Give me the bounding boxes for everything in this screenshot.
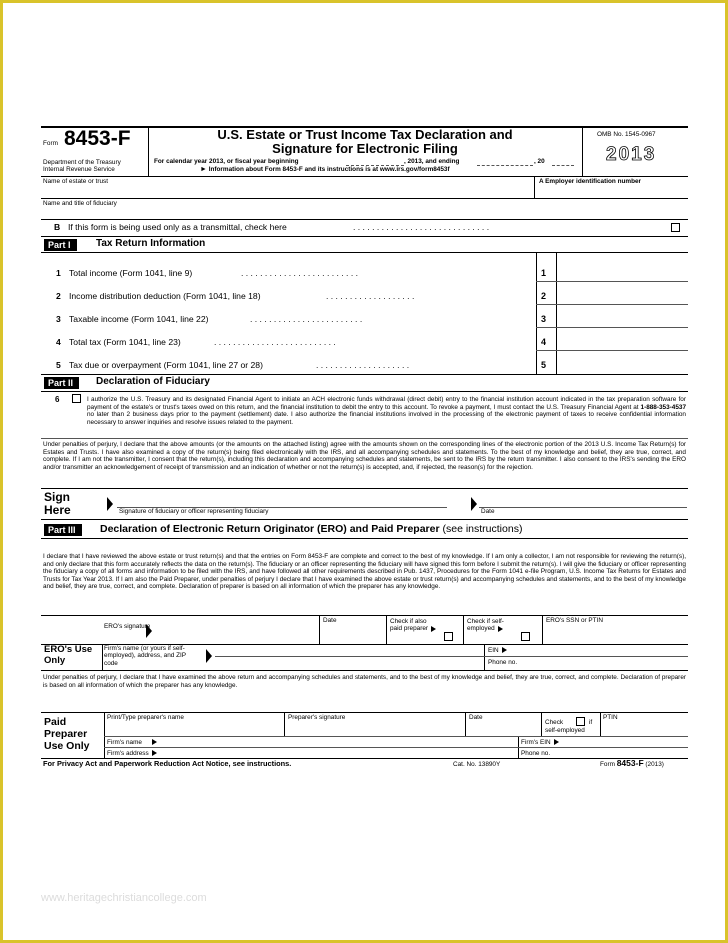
paid-label: Paid — [44, 716, 67, 728]
fiduciary-date-label: Date — [481, 508, 495, 515]
estate-name-label: Name of estate or trust — [43, 178, 108, 185]
phone-no-field[interactable] — [563, 749, 685, 757]
ero-date-field[interactable] — [323, 626, 383, 641]
prep-self-label: self-employed — [545, 727, 585, 734]
transmittal-checkbox[interactable] — [671, 223, 680, 232]
part1-line-amount-field[interactable] — [559, 331, 685, 349]
part1-line-box-num: 3 — [541, 314, 547, 324]
part1-line-text: Taxable income (Form 1041, line 22) — [69, 314, 209, 324]
here-label: Here — [44, 503, 71, 517]
prep-self-employed-checkbox[interactable] — [576, 717, 585, 726]
sign-arrow-icon — [107, 497, 113, 511]
part1-line-box-num: 1 — [541, 268, 547, 278]
part1-line-text: Tax due or overpayment (Form 1041, line 27 or 28) — [69, 360, 263, 370]
ero-declaration-text: I declare that I have reviewed the above estate or trust return(s) and that the entries on Form 8453-F are complete and correct to the best of my knowledge. If I am only a collector, I am not responsible for reviewing the return(s), and only declare that this form accurately reflects the data on the return(s). The fiduciary or an officer representing the fiduciary will have signed this form before I submit the return(s). I will give the fiduciary or officer representing the fiduciary a copy of all forms and information to be filed with the IRS, and have followed all other requirements described in Pub. 1437, Procedures for the Form 1041 e-file Program, U.S. Income Tax Returns for Estates and Trusts for Tax Year 2013. If I am also the Paid Preparer, under penalties of perjury I declare that I have examined the above estate or trust return(s) and accompanying schedules and statements, and to the best of my knowledge and belief, they are true, correct, and complete. Declaration of preparer is based on all information of which the preparer has any knowledge. — [43, 553, 686, 591]
fiduciary-signature-label: Signature of fiduciary or officer representing fiduciary — [119, 508, 269, 515]
ero-ssn-label: ERO's SSN or PTIN — [546, 617, 603, 624]
ero-phone-label: Phone no. — [488, 659, 518, 666]
part1-line-amount-field[interactable] — [559, 285, 685, 303]
ero-signature-label: ERO's signature — [104, 623, 151, 630]
part1-line-amount-field[interactable] — [559, 308, 685, 326]
part1-line-box-num: 5 — [541, 360, 547, 370]
part3-title: Declaration of Electronic Return Originator (ERO) and Paid Preparer (see instructions) — [100, 523, 523, 535]
part1-line-num: 3 — [56, 314, 61, 324]
calendar-line-a: For calendar year 2013, or fiscal year beginning — [154, 158, 299, 165]
fiduciary-name-field[interactable] — [43, 208, 683, 218]
part1-line-amount-field[interactable] — [559, 262, 685, 280]
part1-line-text: Income distribution deduction (Form 1041, line 18) — [69, 291, 261, 301]
part1-title: Tax Return Information — [96, 238, 206, 249]
ero-firm-label: Firm's name (or yours if self-employed), address, and ZIP code — [104, 645, 186, 667]
ero-signature-field[interactable] — [155, 617, 315, 642]
omb-number: OMB No. 1545-0967 — [597, 131, 656, 138]
part1-line-dots: . . . . . . . . . . . . . . . . . . . . . . . . . — [241, 268, 358, 278]
calendar-line-b: , 2013, and ending — [404, 158, 460, 165]
firms-ein-field[interactable] — [573, 738, 685, 747]
ero-only-label: Only — [44, 655, 66, 666]
watermark: www.heritagechristiancollege.com — [41, 892, 207, 904]
ero-ein-label: EIN — [488, 647, 507, 654]
ero-date-label: Date — [323, 617, 337, 624]
ptin-label: PTIN — [603, 714, 618, 721]
form-page — [3, 3, 725, 940]
part2-label: Part II — [44, 377, 79, 389]
form-number: 8453-F — [64, 127, 131, 150]
ero-use-label: ERO's Use — [44, 644, 93, 655]
line6-num: 6 — [55, 395, 60, 404]
calendar-line-c: , 20 — [534, 158, 545, 165]
part1-line-dots: . . . . . . . . . . . . . . . . . . . . . . . . . . — [214, 337, 336, 347]
form-word: Form — [43, 140, 58, 147]
part1-line-dots: . . . . . . . . . . . . . . . . . . . — [326, 291, 415, 301]
part2-title: Declaration of Fiduciary — [96, 376, 210, 387]
ero-paid-preparer-checkbox[interactable] — [444, 632, 453, 641]
fiduciary-date-field[interactable] — [480, 493, 686, 507]
ero-check-paid-label: Check if also paid preparer — [390, 618, 436, 633]
info-line: ► Information about Form 8453-F and its instructions is at www.irs.gov/form8453f — [200, 166, 450, 173]
phone-no-label: Phone no. — [521, 750, 551, 757]
ero-check-self-label: Check if self-employed — [467, 618, 504, 633]
dept-line2: Internal Revenue Service — [43, 166, 115, 173]
part1-line-box-num: 2 — [541, 291, 547, 301]
part1-line-dots: . . . . . . . . . . . . . . . . . . . . . . . . — [250, 314, 363, 324]
fiduciary-name-label: Name and title of fiduciary — [43, 200, 117, 207]
fiduciary-perjury-text: Under penalties of perjury, I declare that the above amounts (or the amounts on the attached listing) agree with the amounts shown on the corresponding lines of the electronic portion of the 2013 U.S. Income Tax Return(s) for Estates and Trusts. I have also examined a copy of the return(s) being filed electronically with the IRS, and all accompanying schedules and statements. To the best of my knowledge and belief, they are true, correct, and complete. If I am not the transmitter, I consent that the return(s), including this declaration and accompanying schedules and statements, be sent to the IRS by the return transmitter. I also consent to the IRS's sending the ERO and/or transmitter an acknowledgement of receipt of transmission and an indication of whether or not the return(s) is accepted, and, if rejected, the reason(s) for the rejection. — [43, 441, 686, 471]
firms-ein-label: Firm's EIN — [521, 739, 559, 746]
ero-ssn-field[interactable] — [546, 626, 684, 641]
part1-line-text: Total tax (Form 1041, line 23) — [69, 337, 181, 347]
prep-signature-field[interactable] — [288, 723, 462, 734]
prep-if-label: if — [589, 719, 593, 726]
firms-name-label: Firm's name — [107, 739, 157, 746]
ptin-field[interactable] — [603, 723, 685, 734]
prep-check-label: Check — [545, 719, 564, 726]
line6-text: I authorize the U.S. Treasury and its designated Financial Agent to initiate an ACH electronic funds withdrawal (direct debit) entry to the financial institution account indicated in the tax preparation software for payment of the estate's or trust's taxes owed on this return, and the financial institution to debit the entry to this account. To revoke a payment, I must contact the U.S. Treasury Financial Agent at 1-888-353-4537 no later than 2 business days prior to the payment (settlement) date. I also authorize the financial institutions involved in the processing of the electronic payment of taxes to receive confidential information necessary to answer inquiries and resolve issues related to the payment. — [87, 396, 686, 426]
print-name-field[interactable] — [107, 723, 281, 734]
use-only-label: Use Only — [44, 740, 90, 752]
prep-date-label: Date — [469, 714, 483, 721]
part1-line-dots: . . . . . . . . . . . . . . . . . . . . — [316, 360, 410, 370]
fiduciary-signature-field[interactable] — [117, 493, 447, 507]
line-b-label: B — [54, 222, 61, 232]
part1-line-num: 1 — [56, 268, 61, 278]
ero-ein-field[interactable] — [513, 646, 685, 655]
part1-line-num: 5 — [56, 360, 61, 370]
part1-line-text: Total income (Form 1041, line 9) — [69, 268, 193, 278]
date-arrow-icon — [471, 497, 477, 511]
preparer-label: Preparer — [44, 728, 88, 740]
line6-checkbox[interactable] — [72, 394, 81, 403]
prep-signature-label: Preparer's signature — [288, 714, 346, 721]
ero-self-employed-checkbox[interactable] — [521, 632, 530, 641]
ero-phone-field[interactable] — [533, 658, 685, 668]
line-b-text: If this form is being used only as a transmittal, check here — [68, 222, 287, 232]
part1-line-num: 4 — [56, 337, 61, 347]
ero-firm-arrow-icon — [206, 649, 212, 663]
footer-form-id: Form 8453-F (2013) — [600, 758, 664, 768]
part1-line-amount-field[interactable] — [559, 354, 685, 372]
part1-line-num: 2 — [56, 291, 61, 301]
firms-name-field[interactable] — [183, 738, 513, 747]
tax-year: 2013 — [606, 144, 657, 165]
form-title-line2: Signature for Electronic Filing — [272, 141, 458, 156]
ein-label: A Employer identification number — [539, 178, 642, 185]
prep-date-field[interactable] — [469, 723, 538, 734]
ero-firm-field[interactable] — [215, 646, 481, 668]
privacy-notice: For Privacy Act and Paperwork Reduction Act Notice, see instructions. — [43, 759, 292, 768]
preparer-perjury-text: Under penalties of perjury, I declare that I have examined the above return and accompanying schedules and statements, and to the best of my knowledge and belief, they are true, correct, and complete. Declaration of preparer is based on all information of which the preparer has any knowledge. — [43, 674, 686, 689]
firms-address-field[interactable] — [183, 749, 513, 757]
print-name-label: Print/Type preparer's name — [107, 714, 184, 721]
ein-field[interactable] — [537, 187, 685, 197]
form-title-line1: U.S. Estate or Trust Income Tax Declaration and — [217, 127, 513, 142]
part3-label: Part III — [44, 524, 82, 536]
sign-label: Sign — [44, 490, 70, 504]
estate-name-field[interactable] — [43, 187, 531, 197]
firms-address-label: Firm's address — [107, 750, 157, 757]
cat-number: Cat. No. 13890Y — [453, 761, 501, 768]
part1-line-box-num: 4 — [541, 337, 547, 347]
line-b-dots: . . . . . . . . . . . . . . . . . . . . . . . . . . . . . — [353, 222, 490, 232]
dept-line1: Department of the Treasury — [43, 159, 121, 166]
ero-sig-arrow-icon — [146, 624, 152, 638]
part1-label: Part I — [44, 239, 77, 251]
